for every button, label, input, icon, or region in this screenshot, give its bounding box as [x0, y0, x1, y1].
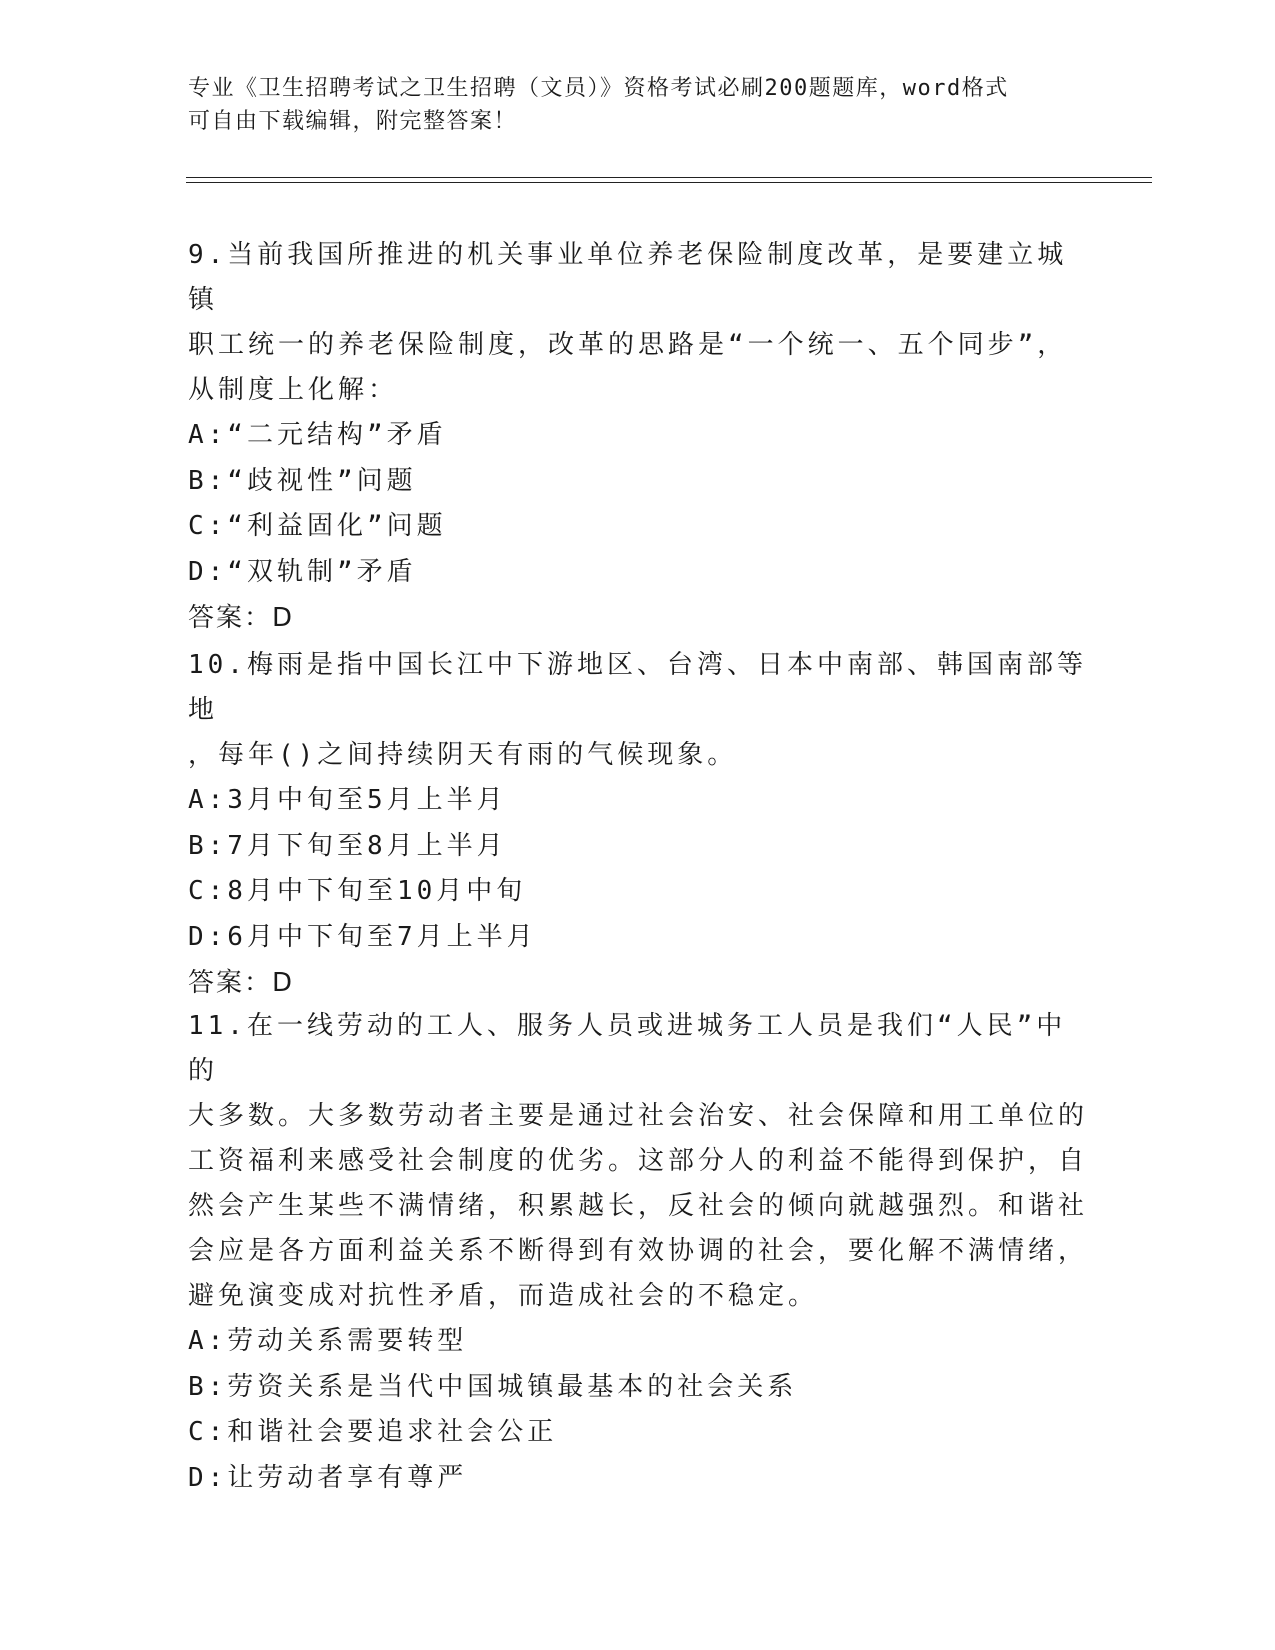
question-9-line-2: 职工统一的养老保险制度，改革的思路是“一个统一、五个同步”， — [188, 330, 1068, 360]
question-10-option-c: C:8月中下旬至10月中旬 — [188, 876, 527, 906]
question-9 — [188, 233, 1088, 641]
question-10-option-b: B:7月下旬至8月上半月 — [188, 830, 507, 861]
question-11-line-4: 然会产生某些不满情绪，积累越长，反社会的倾向就越强烈。和谐社 — [188, 1191, 1089, 1221]
question-9-option-d: D:“双轨制”矛盾 — [188, 556, 417, 587]
header-divider-top — [186, 177, 1152, 178]
question-11-option-b: B:劳资关系是当代中国城镇最基本的社会关系 — [188, 1371, 798, 1402]
question-10 — [188, 643, 1088, 1006]
question-10-line-1: 10.梅雨是指中国长江中下游地区、台湾、日本中南部、韩国南部等地 — [188, 650, 1087, 725]
header-line-1: 专业《卫生招聘考试之卫生招聘（文员）》资格考试必刷200题题库，word格式 — [188, 76, 1009, 101]
question-10-line-2: ，每年()之间持续阴天有雨的气候现象。 — [188, 740, 738, 770]
question-9-answer: 答案：D — [188, 603, 295, 633]
question-10-option-a: A:3月中旬至5月上半月 — [188, 785, 507, 815]
question-9-line-3: 从制度上化解： — [188, 375, 399, 405]
question-11-line-6: 避免演变成对抗性矛盾，而造成社会的不稳定。 — [188, 1281, 819, 1311]
question-10-answer: 答案：D — [188, 968, 295, 998]
question-11-option-c: C:和谐社会要追求社会公正 — [188, 1417, 558, 1447]
question-9-line-1: 9.当前我国所推进的机关事业单位养老保险制度改革，是要建立城镇 — [188, 240, 1068, 315]
question-10-option-d: D:6月中下旬至7月上半月 — [188, 921, 537, 952]
header-divider-bottom — [186, 182, 1152, 183]
question-11-line-2: 大多数。大多数劳动者主要是通过社会治安、社会保障和用工单位的 — [188, 1101, 1089, 1131]
question-11-line-1: 11.在一线劳动的工人、服务人员或进城务工人员是我们“人民”中的 — [188, 1011, 1067, 1086]
question-11-line-5: 会应是各方面利益关系不断得到有效协调的社会，要化解不满情绪， — [188, 1236, 1089, 1266]
header-line-2: 可自由下载编辑，附完整答案！ — [188, 109, 518, 134]
question-11-option-a: A:劳动关系需要转型 — [188, 1326, 468, 1356]
document-header — [188, 72, 1088, 138]
question-11-line-3: 工资福利来感受社会制度的优劣。这部分人的利益不能得到保护，自 — [188, 1146, 1089, 1176]
question-9-option-a: A:“二元结构”矛盾 — [188, 420, 447, 450]
question-11-option-d: D:让劳动者享有尊严 — [188, 1462, 468, 1493]
question-11 — [188, 1004, 1088, 1501]
question-9-option-b: B:“歧视性”问题 — [188, 465, 417, 496]
question-9-option-c: C:“利益固化”问题 — [188, 511, 447, 541]
